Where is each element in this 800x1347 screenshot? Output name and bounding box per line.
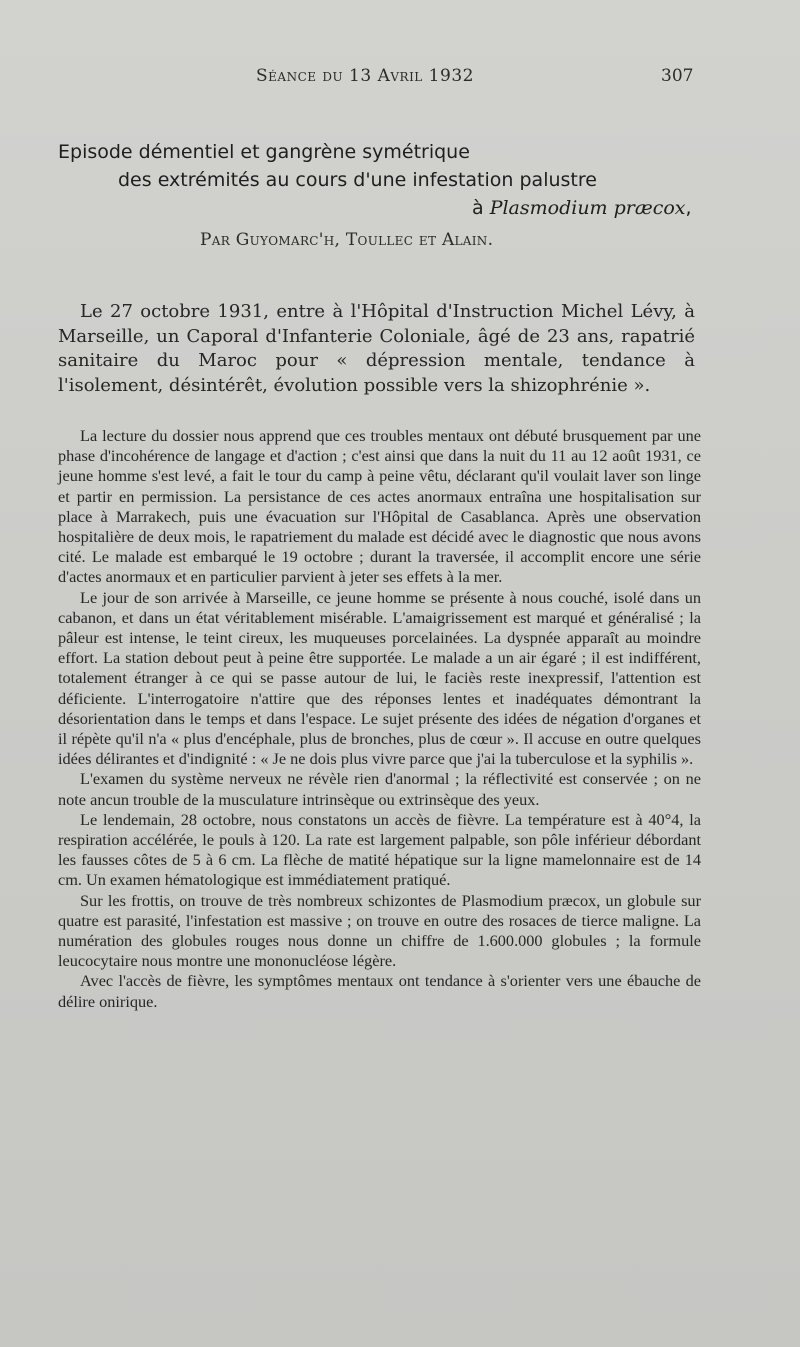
article-body (58, 426, 701, 1012)
title-line-3 (472, 194, 692, 222)
title-organism: Plasmodium præcox (489, 197, 686, 219)
paragraph-dossier: La lecture du dossier nous apprend que ces troubles mentaux ont débuté brusquement par une phase d'incohérence de langage et d'action ; c'est ainsi que dans la nuit du 11 au 12 août 1931, ce jeune homme s'est levé, a fait le tour du camp à peine vêtu, déclarant qu'il voulait laver son linge et partir en permission. La persistance de ces actes anormaux entraîna une hospitalisation sur place à Marrakech, puis une évacuation sur l'Hôpital de Casablanca. Après une observation hospitalière de deux mois, le rapatriement du malade est décidé avec le diagnostic que nous avons cité. Le malade est embarqué le 19 octobre ; durant la traversée, il accomplit encore une série d'actes anormaux et en particulier parvient à jeter ses effets à la mer. (58, 426, 701, 587)
title-line-3-prefix: à (472, 197, 490, 219)
paragraph-symptoms: Avec l'accès de fièvre, les symptômes mentaux ont tendance à s'orienter vers une ébauche de délire onirique. (58, 971, 701, 1011)
paragraph-fever: Le lendemain, 28 octobre, nous constatons un accès de fièvre. La température est à 40°4, la respiration accélérée, le pouls à 120. La rate est largement palpable, son pôle inférieur débordant les fausses côtes de 5 à 6 cm. La flèche de matité hépatique sur la ligne mamelonnaire est de 14 cm. Un examen hématologique est immédiatement pratiqué. (58, 809, 701, 890)
title-line-3-suffix: , (685, 197, 692, 219)
title-line-1: Episode démentiel et gangrène symétrique (58, 141, 470, 163)
paragraph-nervous-exam: L'examen du système nerveux ne révèle rien d'anormal ; la réflectivité est conservée ; on ne note ancun trouble de la musculature intrinsèque ou extrinsèque des yeux. (58, 769, 701, 809)
authors-line: Par Guyomarc'h, Toullec et Alain. (200, 230, 494, 250)
running-header (0, 66, 800, 94)
running-title: Séance du 13 Avril 1932 (256, 66, 474, 86)
case-summary: Le 27 octobre 1931, entre à l'Hôpital d'Instruction Michel Lévy, à Marseille, un Caporal d'Infanterie Coloniale, âgé de 23 ans, rapatrié sanitaire du Maroc pour « dépression mentale, tendance à l'isolement, désintérêt, évolution possible vers la shizophrénie ». (58, 301, 695, 396)
paragraph-arrival: Le jour de son arrivée à Marseille, ce jeune homme se présente à nous couché, isolé dans un cabanon, et dans un état véritablement misérable. L'amaigrissement est marqué et généralisé ; la pâleur est intense, le teint cireux, les muqueuses porcelainées. La dyspnée apparaît au moindre effort. La station debout peut à peine être supportée. Le malade a un air égaré ; il est indifférent, totalement étranger à ce qui se passe autour de lui, le faciès reste inexpressif, l'attention est déficiente. L'interrogatoire n'attire que des réponses lentes et inadéquates démontrant la désorientation dans le temps et dans l'espace. Le sujet présente des idées de négation d'organes et il répète qu'il n'a « plus d'encéphale, plus de bronches, plus de cœur ». Il accuse en outre quelques idées délirantes et d'indignité : « Je ne dois plus vivre parce que j'ai la tuberculose et la syphilis ». (58, 587, 701, 769)
title-line-2: des extrémités au cours d'une infestation palustre (118, 169, 597, 191)
paragraph-smears: Sur les frottis, on trouve de très nombreux schizontes de Plasmodium præcox, un globule sur quatre est parasité, l'infestation est massive ; on trouve en outre des rosaces de tierce maligne. La numération des globules rouges nous donne un chiffre de 1.600.000 globules ; la formule leucocytaire nous montre une mononucléose légère. (58, 890, 701, 971)
page-number: 307 (661, 66, 694, 86)
